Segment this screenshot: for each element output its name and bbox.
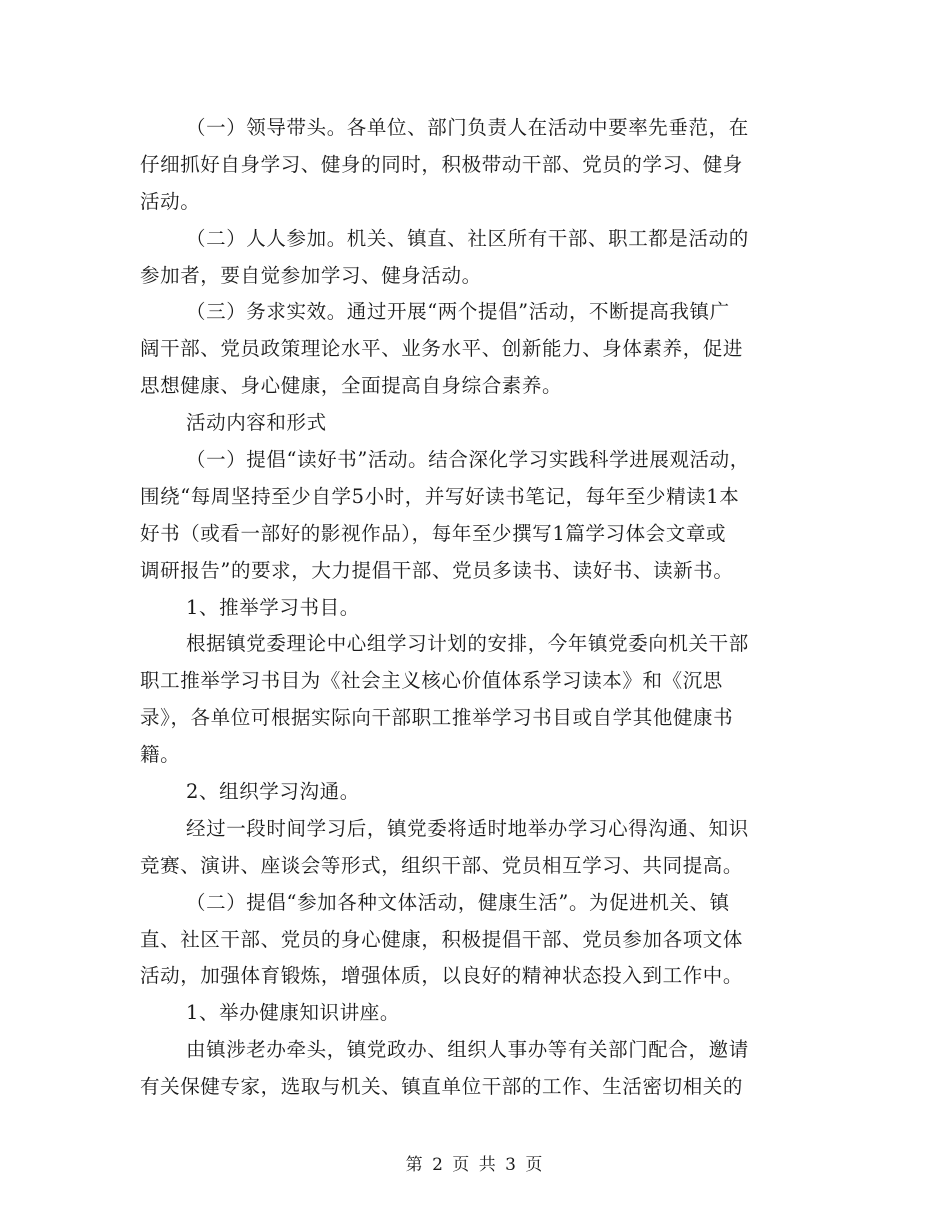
text-line: （二）提倡“参加各种文体活动，健康生活”。为促进机关、镇 bbox=[186, 890, 730, 914]
text-line: 直、社区干部、党员的身心健康，积极提倡干部、党员参加各项文体 bbox=[140, 927, 744, 951]
page-footer: 第 2 页 共 3 页 bbox=[405, 1155, 545, 1175]
text-line: 籍。 bbox=[140, 743, 181, 767]
text-line: 2、组织学习沟通。 bbox=[186, 780, 360, 804]
text-line: 1、推举学习书目。 bbox=[186, 595, 360, 619]
text-line: 参加者，要自觉参加学习、健身活动。 bbox=[140, 263, 482, 287]
text-line: 活动。 bbox=[140, 189, 201, 213]
text-line: 围绕“每周坚持至少自学5小时，并写好读书笔记，每年至少精读1本 bbox=[140, 484, 740, 508]
text-line: 阔干部、党员政策理论水平、业务水平、创新能力、身体素养，促进 bbox=[140, 337, 744, 361]
text-line: 职工推举学习书目为《社会主义核心价值体系学习读本》和《沉思 bbox=[140, 669, 723, 693]
text-line: （一）领导带头。各单位、部门负责人在活动中要率先垂范，在 bbox=[186, 116, 749, 139]
text-line: 好书（或看一部好的影视作品），每年至少撰写1篇学习体会文章或 bbox=[140, 521, 727, 545]
document-body bbox=[140, 110, 816, 1106]
text-line: （三）务求实效。通过开展“两个提倡”活动，不断提高我镇广 bbox=[186, 300, 730, 324]
text-line: 根据镇党委理论中心组学习计划的安排，今年镇党委向机关干部 bbox=[186, 632, 749, 656]
text-line: 调研报告”的要求，大力提倡干部、党员多读书、读好书、读新书。 bbox=[140, 558, 734, 582]
text-line: 活动，加强体育锻炼，增强体质，以良好的精神状态投入到工作中。 bbox=[140, 964, 744, 988]
text-line: 有关保健专家，选取与机关、镇直单位干部的工作、生活密切相关的 bbox=[140, 1075, 744, 1099]
text-line: 1、举办健康知识讲座。 bbox=[186, 1001, 401, 1025]
text-line: （一）提倡“读好书”活动。结合深化学习实践科学进展观活动， bbox=[186, 448, 750, 472]
text-line: 活动内容和形式 bbox=[186, 411, 327, 435]
text-line: 录》，各单位可根据实际向干部职工推举学习书目或自学其他健康书 bbox=[140, 706, 734, 730]
text-line: 仔细抓好自身学习、健身的同时，积极带动干部、党员的学习、健身 bbox=[140, 152, 744, 176]
text-line: 思想健康、身心健康，全面提高自身综合素养。 bbox=[140, 374, 563, 398]
text-line: 由镇涉老办牵头，镇党政办、组织人事办等有关部门配合，邀请 bbox=[186, 1038, 749, 1062]
text-line: 经过一段时间学习后，镇党委将适时地举办学习心得沟通、知识 bbox=[186, 816, 749, 840]
text-line: 竞赛、演讲、座谈会等形式，组织干部、党员相互学习、共同提高。 bbox=[140, 853, 744, 877]
text-line: （二）人人参加。机关、镇直、社区所有干部、职工都是活动的 bbox=[186, 226, 749, 250]
